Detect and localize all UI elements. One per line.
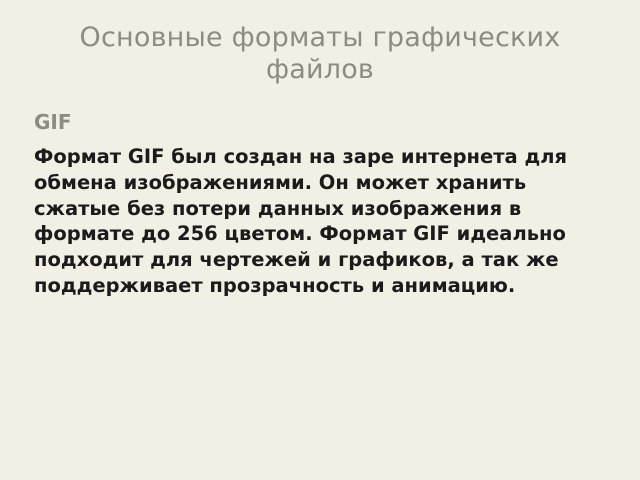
slide-body	[0, 86, 640, 300]
page-title: Основные форматы графических файлов	[79, 22, 561, 85]
body-paragraph: Формат GIF был создан на заре интернета для обмена изображениями. Он может хранить сжатые без потери данных изображения в формате до 256 цветом. Формат GIF идеально подходит для чертежей и графиков, а так же поддерживает прозрачность и анимацию.	[34, 144, 568, 298]
section-subheading: GIF	[34, 109, 72, 134]
